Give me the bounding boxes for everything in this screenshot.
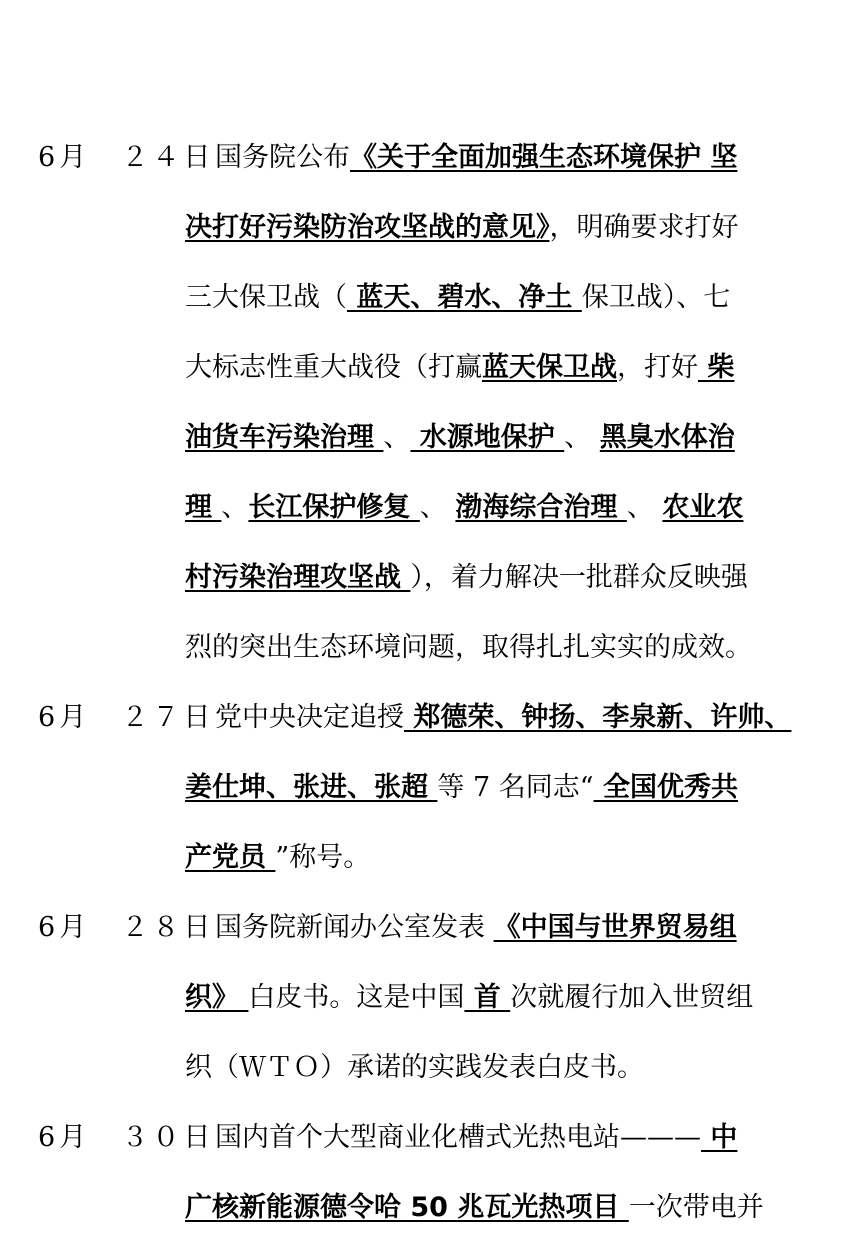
entry-line: [185, 420, 735, 456]
entry-date: 6月 ２７日: [38, 702, 215, 733]
text-segment: 一次带电并: [628, 1192, 764, 1223]
entry-line: [185, 560, 748, 596]
text-segment: 、: [626, 492, 663, 523]
entry-line: [185, 350, 734, 386]
underlined-answer: 渤海综合治理: [455, 492, 627, 523]
underlined-answer: 中: [701, 1122, 738, 1153]
underlined-answer: 长江保护修复: [248, 492, 420, 523]
underlined-answer: 首: [464, 982, 511, 1013]
underlined-answer: 产党员: [185, 842, 276, 873]
text-segment: 等 7 名同志“: [437, 772, 594, 803]
underlined-answer: 姜仕坤、张进、张超: [185, 772, 438, 803]
text-segment: 、: [383, 422, 411, 453]
text-segment: ），着力解决一批群众反映强: [410, 562, 748, 593]
text-segment: 、: [221, 492, 249, 523]
text-segment: ，打好: [617, 352, 698, 383]
underlined-answer: 黑臭水体治: [599, 422, 735, 453]
text-segment: 、: [564, 422, 600, 453]
entry-line: [185, 980, 753, 1016]
text-segment: ，明确要求打好: [549, 212, 739, 243]
underlined-answer: 水源地保护: [410, 422, 565, 453]
text-segment: 烈的突出生态环境问题，取得扎扎实实的成效。: [185, 632, 752, 663]
underlined-answer: 《关于全面加强生态环境保护 坚: [350, 142, 738, 173]
text-segment: 党中央决定追授: [215, 702, 404, 733]
entry-line: [185, 1190, 764, 1226]
underlined-answer: 农业农: [662, 492, 744, 523]
entry-date: 6月 ３０日: [38, 1122, 215, 1153]
entry-line: [185, 630, 752, 666]
entry-line: [185, 840, 370, 876]
underlined-answer: 村污染治理攻坚战: [185, 562, 411, 593]
underlined-answer: 蓝天保卫战: [482, 352, 617, 383]
underlined-answer: 全国优秀共: [593, 772, 738, 803]
underlined-answer: 蓝天、碧水、净土: [347, 282, 582, 313]
entry-line: [215, 700, 791, 736]
entry-date: 6月 ２８日: [38, 912, 215, 943]
text-segment: 保卫战）、七: [581, 282, 731, 313]
entry-line: [185, 210, 739, 246]
underlined-answer: 《中国与世界贸易组: [493, 912, 737, 943]
text-segment: 、: [419, 492, 456, 523]
underlined-answer: 油货车污染治理: [185, 422, 384, 453]
underlined-answer: 柴: [698, 352, 735, 383]
text-segment: 次就履行加入世贸组: [510, 982, 754, 1013]
entry-line: [215, 1120, 737, 1156]
text-segment: 白皮书。这是中国: [248, 982, 465, 1013]
text-segment: 大标志性重大战役（打赢: [185, 352, 482, 383]
underlined-answer: 理: [185, 492, 222, 523]
text-segment: 三大保卫战（: [185, 282, 347, 313]
text-segment: 国务院新闻办公室发表: [215, 912, 494, 943]
underlined-answer: 郑德荣、钟扬、李泉新、许帅、: [404, 702, 792, 733]
entry-date: 6月 ２４日: [38, 142, 215, 173]
underlined-answer: 广核新能源德令哈 50 兆瓦光热项目: [185, 1192, 629, 1223]
entry-line: [215, 140, 737, 176]
text-segment: 国务院公布: [215, 142, 350, 173]
underlined-answer: 织》: [185, 982, 249, 1013]
entry-line: [215, 910, 737, 946]
entry-line: [185, 770, 738, 806]
entry-line: [185, 280, 730, 316]
text-segment: 织（ＷＴＯ）承诺的实践发表白皮书。: [185, 1052, 644, 1083]
entry-line: [185, 490, 743, 526]
underlined-answer: 决打好污染防治攻坚战的意见》: [185, 212, 550, 243]
text-segment: 国内首个大型商业化槽式光热电站———: [215, 1122, 701, 1153]
entry-line: [185, 1050, 644, 1086]
text-segment: ”称号。: [275, 842, 371, 873]
